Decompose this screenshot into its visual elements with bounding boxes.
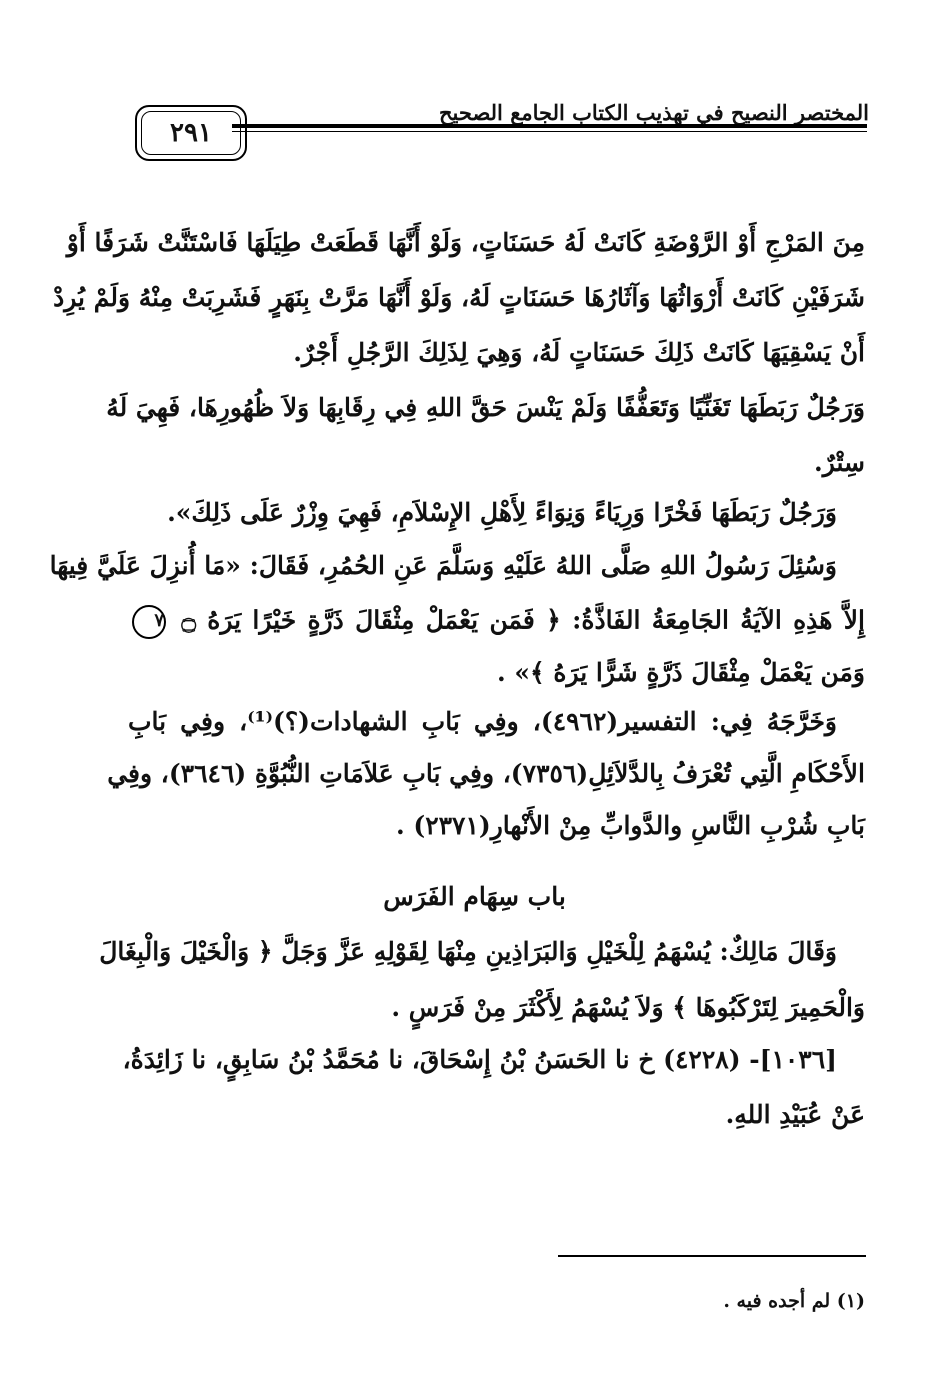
section-heading: باب سِهَام الفَرَس	[383, 882, 566, 911]
header-rule	[232, 124, 867, 132]
body-line-9: وَمَن يَعْمَلْ مِثْقَالَ ذَرَّةٍ شَرًّا يَرَهُ ﴾» .	[496, 658, 865, 687]
body-line-8	[128, 605, 865, 639]
body-line-3: أَنْ يَسْقِيَهَا كَانَتْ ذَلِكَ حَسَنَاتٍ لَهُ، وَهِيَ لِذَلِكَ الرَّجُلِ أَجْرٌ.	[293, 338, 865, 367]
section-line-4: عَنْ عُبَيْدِ اللهِ.	[725, 1100, 865, 1129]
body-line-7: وَسُئِلَ رَسُولُ اللهِ صَلَّى اللهُ عَلَيْهِ وَسَلَّمَ عَنِ الحُمُرِ، فَقَالَ: «مَا أُنزِلَ عَلَيَّ فِيهَا	[49, 551, 837, 580]
body-line-8-text: إِلاَّ هَذِهِ الآيَةُ الجَامِعَةُ الفَاذَّةُ: ﴿ فَمَن يَعْمَلْ مِثْقَالَ ذَرَّةٍ خَيْرًا يَرَهُ ۝	[181, 605, 865, 635]
body-line-5: سِتْرٌ.	[814, 448, 865, 477]
body-line-1: مِنَ المَرْجِ أَوْ الرَّوْضَةِ كَانَتْ لَهُ حَسَنَاتٍ، وَلَوْ أَنَّهَا قَطَعَتْ طِيَلَهَا فَاسْتَنَّتْ شَرَفًا أَوْ	[66, 228, 865, 257]
body-line-12: بَابِ شُرْبِ النَّاسِ والدَّوابِّ مِنْ الأَنْهارِ(٢٣٧١) .	[395, 811, 865, 840]
section-line-3: [١٠٣٦]- (٤٢٢٨) خ نا الحَسَنُ بْنُ إِسْحَاقَ، نا مُحَمَّدُ بْنُ سَابِقٍ، نا زَائِدَةُ،	[122, 1045, 837, 1074]
ayah-number-marker: ٧	[132, 605, 166, 639]
page-number: ٢٩١	[170, 118, 212, 148]
book-title-header: المختصر النصيح في تهذيب الكتاب الجامع الصحيح	[439, 100, 869, 125]
page-number-frame	[135, 105, 247, 161]
footnote-rule	[558, 1255, 866, 1257]
section-line-1: وَقَالَ مَالِكٌ: يُسْهَمُ لِلْخَيْلِ وَالبَرَاذِينِ مِنْهَا لِقَوْلِهِ عَزَّ وَجَلَّ ﴿ وَالْخَيْلَ وَالْبِغَالَ	[99, 937, 837, 966]
body-line-6: وَرَجُلٌ رَبَطَهَا فَخْرًا وَرِيَاءً وَنِوَاءً لِأَهْلِ الإِسْلاَمِ، فَهِيَ وِزْرٌ عَلَى ذَلِكَ».	[167, 498, 837, 527]
body-line-2: شَرَفَيْنِ كَانَتْ أَرْوَاثُهَا وَآثَارُهَا حَسَنَاتٍ لَهُ، وَلَوْ أَنَّهَا مَرَّتْ بِنَهَرٍ فَشَرِبَتْ مِنْهُ وَلَمْ يُرِدْ	[53, 283, 865, 312]
section-line-2: وَالْحَمِيرَ لِتَرْكَبُوهَا ﴾ وَلاَ يُسْهَمُ لِأَكْثَرَ مِنْ فَرَسٍ .	[391, 993, 865, 1022]
footnote: (١) لم أجده فيه .	[723, 1290, 865, 1312]
body-line-4: وَرَجُلٌ رَبَطَهَا تَغَنِّيًا وَتَعَفُّفًا وَلَمْ يَنْسَ حَقَّ اللهِ فِي رِقَابِهَا وَلاَ ظُهُورِهَا، فَهِيَ لَهُ	[106, 393, 865, 422]
body-line-11: الأَحْكَامِ الَّتِي تُعْرَفُ بِالدَّلاَئِلِ(٧٣٥٦)، وفِي بَابِ عَلاَمَاتِ النُّبُوَّةِ (٣٦٤٦)، وفِي	[107, 759, 865, 788]
body-line-10: وَخَرَّجَهُ فِي: التفسير(٤٩٦٢)، وفِي بَابِ الشهادات(؟)⁽¹⁾، وفِي بَابِ	[128, 707, 837, 736]
